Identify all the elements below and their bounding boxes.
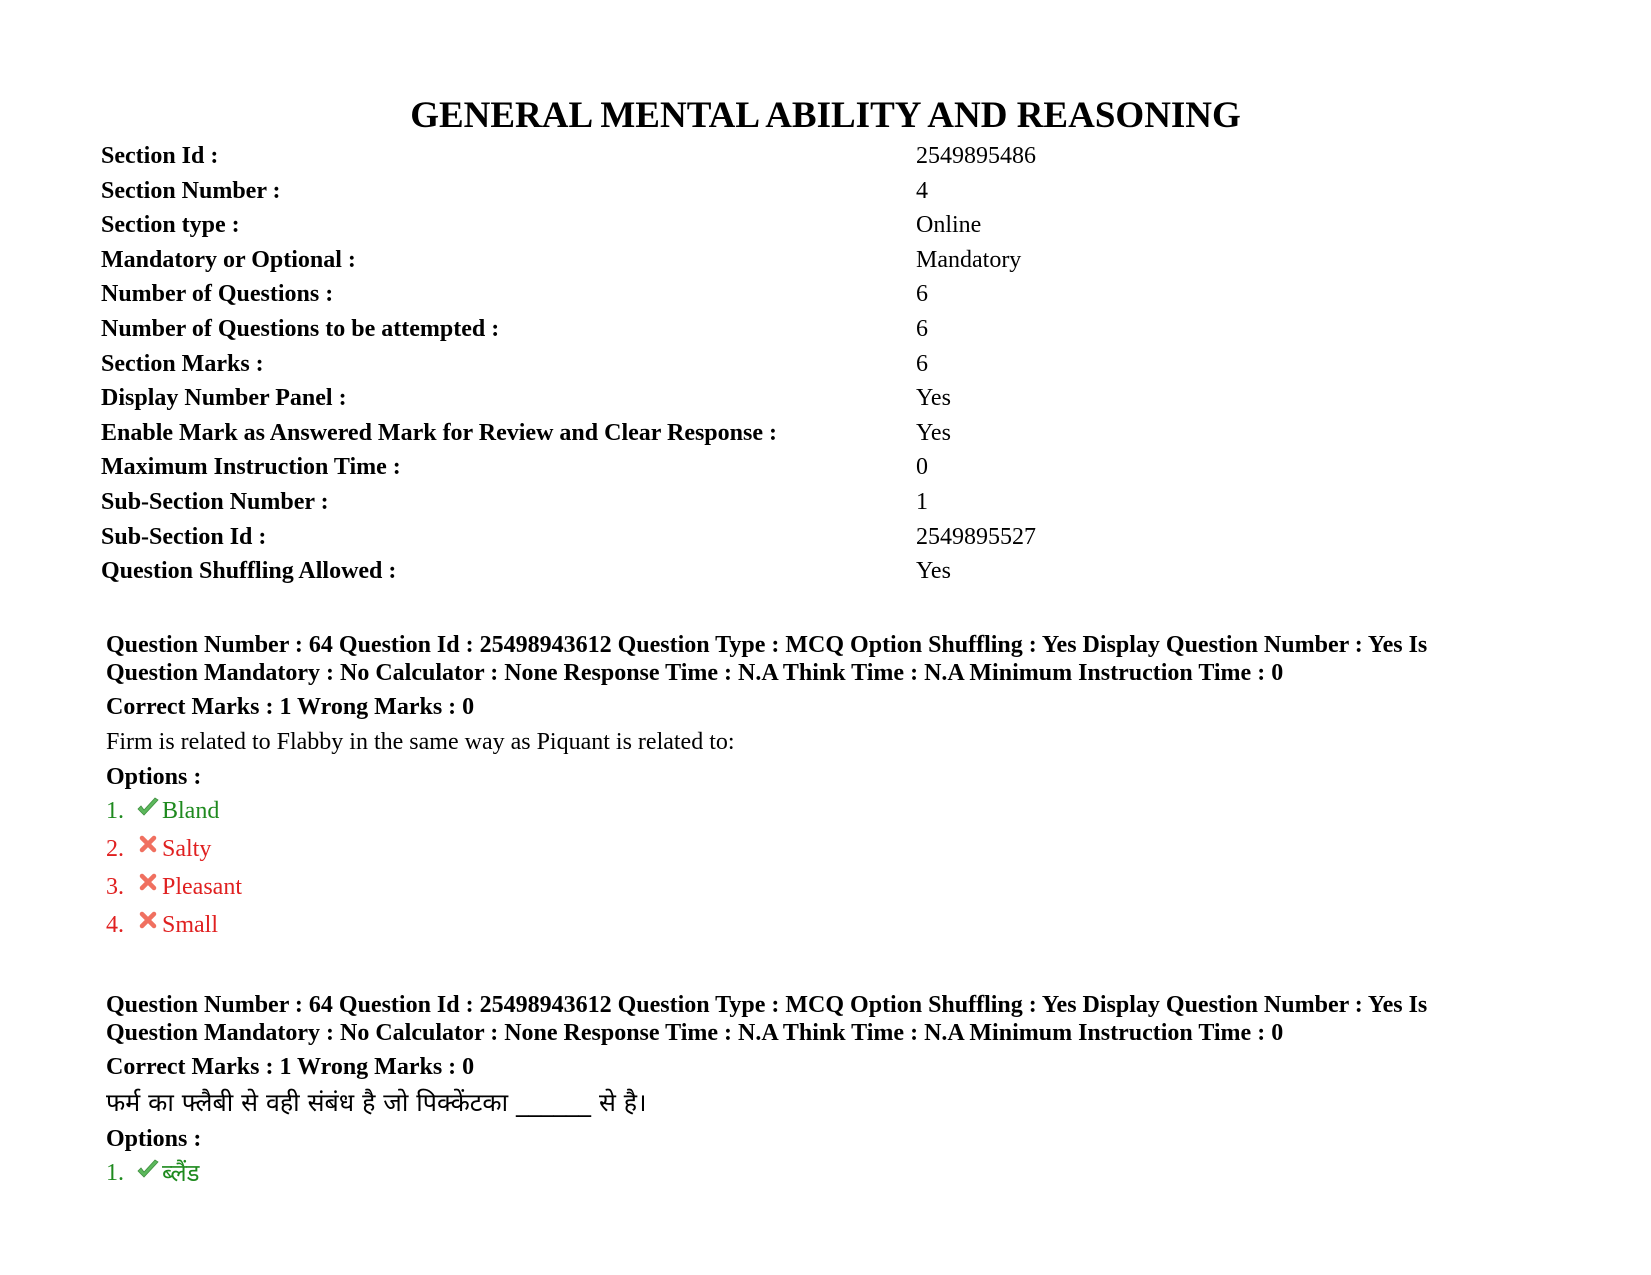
- info-row: [101, 554, 1551, 589]
- info-label: Sub-Section Id :: [101, 523, 267, 550]
- option-item: [106, 906, 1546, 944]
- info-label: Number of Questions to be attempted :: [101, 315, 500, 342]
- info-row: [101, 485, 1551, 520]
- info-label: Section Marks :: [101, 350, 264, 377]
- info-row: [101, 312, 1551, 347]
- info-value: 6: [916, 315, 928, 342]
- info-row: [101, 243, 1551, 278]
- option-text: Small: [162, 912, 219, 938]
- question-text: Firm is related to Flabby in the same way as Piquant is related to:: [106, 729, 735, 755]
- check-icon: [134, 1159, 162, 1187]
- info-row: [101, 450, 1551, 485]
- info-value: 1: [916, 488, 928, 515]
- question-meta-line: Question Number : 64 Question Id : 25498943612 Question Type : MCQ Option Shuffling : Yes Display Question Number : Yes Is: [106, 992, 1428, 1018]
- question-block-hindi: [106, 991, 1546, 1192]
- option-text: ब्लैंड: [162, 1159, 200, 1187]
- question-block-english: [106, 631, 1546, 944]
- question-meta-line: Question Number : 64 Question Id : 25498943612 Question Type : MCQ Option Shuffling : Yes Display Question Number : Yes Is: [106, 632, 1428, 658]
- question-text: फर्म का फ्लैबी से वही संबंध है जो पिक्केंटका ______ से है।: [106, 1088, 647, 1117]
- info-value: Yes: [916, 419, 951, 446]
- option-text: Bland: [162, 798, 220, 824]
- page-title: GENERAL MENTAL ABILITY AND REASONING: [410, 95, 1241, 136]
- info-value: 0: [916, 454, 928, 481]
- info-value: Yes: [916, 558, 951, 585]
- options-label: Options :: [106, 1126, 202, 1152]
- info-value: Yes: [916, 385, 951, 412]
- question-meta-line: Question Mandatory : No Calculator : None Response Time : N.A Think Time : N.A Minimum Instruction Time : 0: [106, 1020, 1284, 1046]
- info-label: Question Shuffling Allowed :: [101, 558, 397, 585]
- option-number: 1.: [106, 798, 124, 824]
- info-row: [101, 381, 1551, 416]
- cross-icon: [134, 835, 162, 863]
- options-label: Options :: [106, 764, 202, 790]
- info-value: 4: [916, 177, 928, 204]
- option-number: 2.: [106, 836, 124, 862]
- question-meta-line: Question Mandatory : No Calculator : None Response Time : N.A Think Time : N.A Minimum Instruction Time : 0: [106, 660, 1284, 686]
- info-label: Display Number Panel :: [101, 385, 347, 412]
- info-label: Sub-Section Number :: [101, 488, 329, 515]
- option-text: Pleasant: [162, 874, 242, 900]
- cross-icon: [134, 873, 162, 901]
- option-text: Salty: [162, 836, 212, 862]
- info-value: 6: [916, 350, 928, 377]
- section-info-table: [101, 139, 1551, 589]
- info-label: Maximum Instruction Time :: [101, 454, 401, 481]
- info-row: [101, 347, 1551, 382]
- option-number: 4.: [106, 912, 124, 938]
- info-value: 2549895486: [916, 143, 1036, 169]
- info-value: 2549895527: [916, 523, 1036, 550]
- option-item: [106, 1154, 1546, 1192]
- option-item: [106, 830, 1546, 868]
- info-row: [101, 208, 1551, 243]
- info-label: Number of Questions :: [101, 281, 334, 308]
- option-number: 1.: [106, 1160, 124, 1186]
- question-marks: Correct Marks : 1 Wrong Marks : 0: [106, 1054, 475, 1080]
- options-list: [106, 1154, 1546, 1192]
- option-item: [106, 868, 1546, 906]
- info-row: [101, 139, 1551, 174]
- info-label: Section Number :: [101, 177, 281, 204]
- check-icon: [134, 797, 162, 825]
- info-row: [101, 520, 1551, 555]
- info-value: Online: [916, 212, 982, 239]
- info-label: Section Id :: [101, 143, 219, 169]
- info-label: Section type :: [101, 212, 240, 239]
- info-label: Mandatory or Optional :: [101, 246, 356, 273]
- info-value: 6: [916, 281, 928, 308]
- question-marks: Correct Marks : 1 Wrong Marks : 0: [106, 694, 475, 720]
- options-list: [106, 792, 1546, 944]
- info-value: Mandatory: [916, 246, 1022, 273]
- option-item: [106, 792, 1546, 830]
- info-row: [101, 277, 1551, 312]
- cross-icon: [134, 911, 162, 939]
- option-number: 3.: [106, 874, 124, 900]
- info-row: [101, 174, 1551, 209]
- info-row: [101, 416, 1551, 451]
- info-label: Enable Mark as Answered Mark for Review and Clear Response :: [101, 419, 777, 446]
